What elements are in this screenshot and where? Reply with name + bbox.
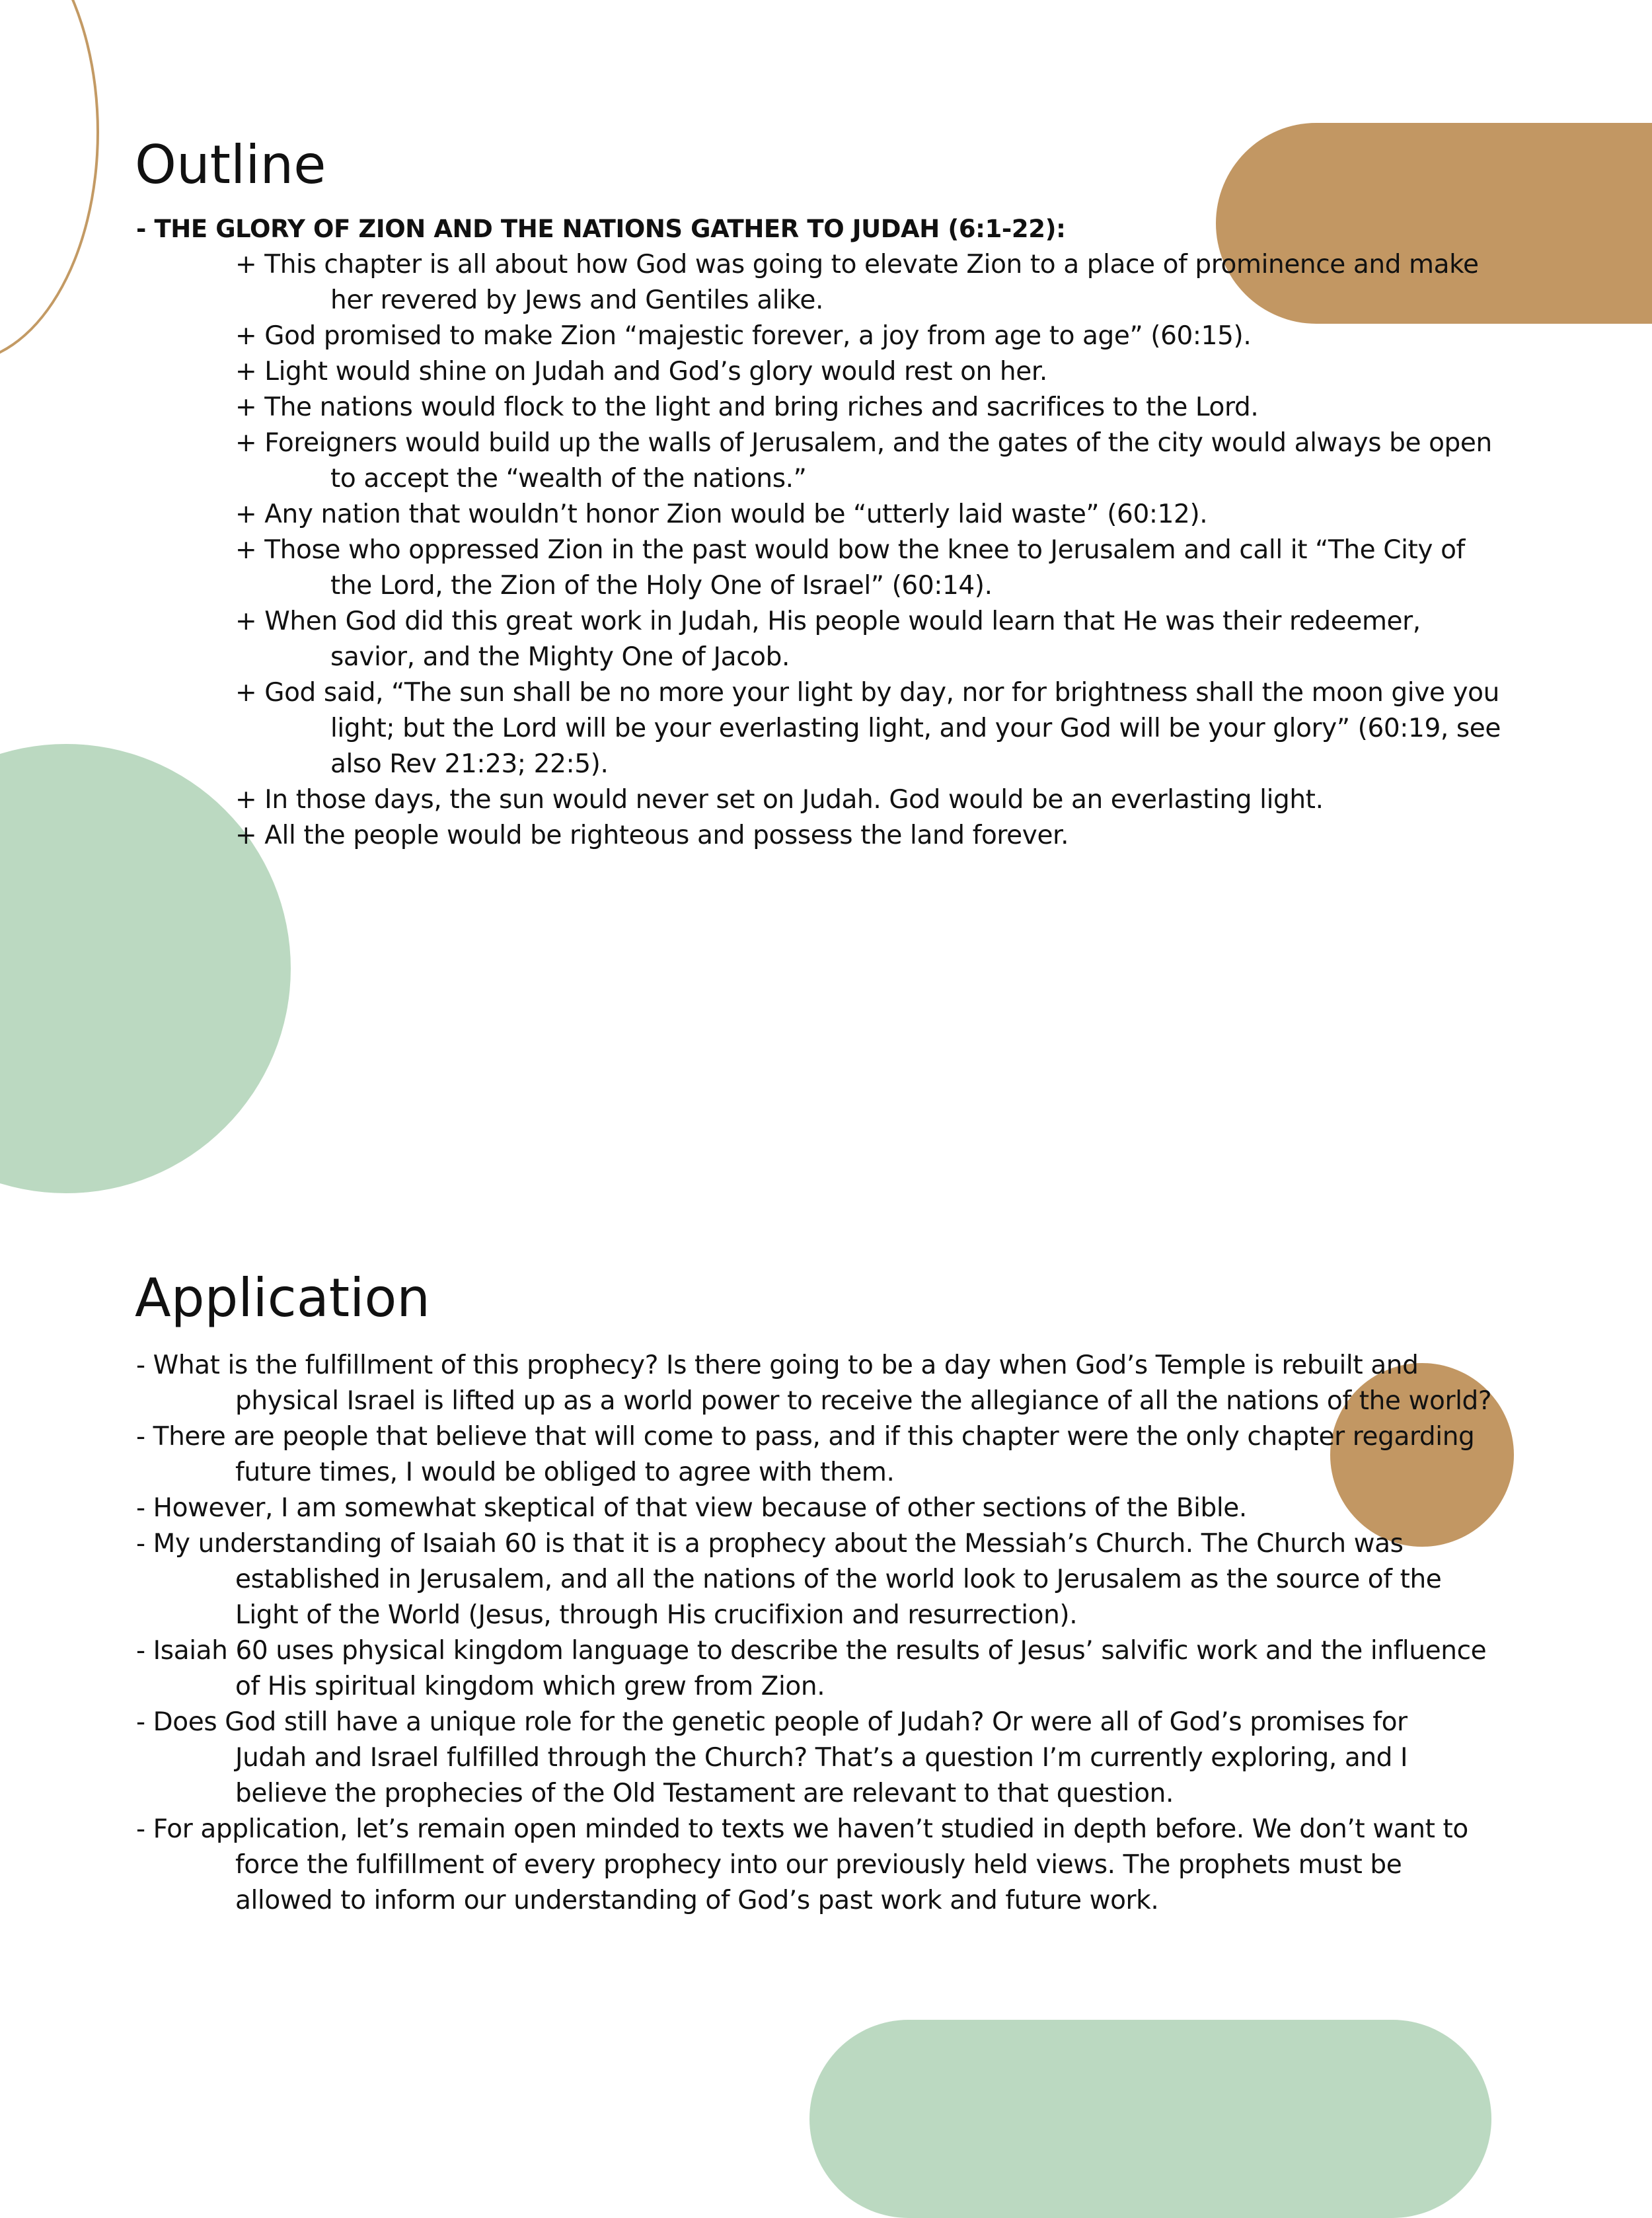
outline-bullet: + The nations would flock to the light and bring riches and sacrifices to the Lord. xyxy=(235,392,1259,422)
outline-bullet-continuation: her revered by Jews and Gentiles alike. xyxy=(330,285,823,315)
application-point: - However, I am somewhat skeptical of that view because of other sections of the Bible. xyxy=(136,1493,1247,1523)
outline-bullet-continuation: light; but the Lord will be your everlasting light, and your God will be your glory” (60:19, see xyxy=(330,714,1501,743)
application-point: - Does God still have a unique role for the genetic people of Judah? Or were all of God’s promises for xyxy=(136,1707,1408,1737)
application-point-continuation: believe the prophecies of the Old Testament are relevant to that question. xyxy=(235,1779,1174,1808)
outline-bullet: + Foreigners would build up the walls of Jerusalem, and the gates of the city would always be open xyxy=(235,428,1492,458)
application-point-continuation: force the fulfillment of every prophecy into our previously held views. The prophets must be xyxy=(235,1850,1402,1880)
application-point-continuation: future times, I would be obliged to agree with them. xyxy=(235,1458,895,1487)
application-point: - For application, let’s remain open minded to texts we haven’t studied in depth before. We don’t want to xyxy=(136,1814,1468,1844)
application-point-continuation: allowed to inform our understanding of God’s past work and future work. xyxy=(235,1886,1159,1915)
application-heading: Application xyxy=(135,1267,430,1329)
outline-bullet-continuation: the Lord, the Zion of the Holy One of Israel” (60:14). xyxy=(330,571,993,601)
outline-bullet: + Light would shine on Judah and God’s glory would rest on her. xyxy=(235,357,1047,387)
outline-main-point: - THE GLORY OF ZION AND THE NATIONS GATHER TO JUDAH (6:1-22): xyxy=(136,215,1066,243)
application-point: - What is the fulfillment of this prophecy? Is there going to be a day when God’s Temple is rebuilt and xyxy=(136,1350,1419,1380)
outline-bullet: + All the people would be righteous and possess the land forever. xyxy=(235,821,1069,850)
application-point-continuation: Light of the World (Jesus, through His crucifixion and resurrection). xyxy=(235,1600,1078,1630)
outline-bullet-continuation: also Rev 21:23; 22:5). xyxy=(330,749,609,779)
outline-bullet: + God promised to make Zion “majestic forever, a joy from age to age” (60:15). xyxy=(235,321,1252,351)
outline-bullet: + Those who oppressed Zion in the past would bow the knee to Jerusalem and call it “The City of xyxy=(235,535,1465,565)
application-point-continuation: Judah and Israel fulfilled through the Church? That’s a question I’m currently exploring, and I xyxy=(235,1743,1408,1773)
outline-bullet-continuation: savior, and the Mighty One of Jacob. xyxy=(330,642,790,672)
outline-bullet: + Any nation that wouldn’t honor Zion would be “utterly laid waste” (60:12). xyxy=(235,499,1208,529)
outline-list xyxy=(0,211,1652,854)
application-point-continuation: physical Israel is lifted up as a world power to receive the allegiance of all the nations of the world? xyxy=(235,1386,1492,1416)
application-point: - My understanding of Isaiah 60 is that it is a prophecy about the Messiah’s Church. The Church was xyxy=(136,1529,1404,1559)
outline-bullet: + God said, “The sun shall be no more your light by day, nor for brightness shall the moon give you xyxy=(235,678,1499,708)
application-point-continuation: of His spiritual kingdom which grew from Zion. xyxy=(235,1672,825,1701)
outline-bullet-continuation: to accept the “wealth of the nations.” xyxy=(330,464,807,494)
application-point: - There are people that believe that will come to pass, and if this chapter were the only chapter regarding xyxy=(136,1422,1475,1452)
application-point-continuation: established in Jerusalem, and all the nations of the world look to Jerusalem as the source of the xyxy=(235,1565,1442,1594)
application-list xyxy=(0,1348,1652,1919)
outline-heading: Outline xyxy=(135,134,326,196)
outline-bullet: + In those days, the sun would never set on Judah. God would be an everlasting light. xyxy=(235,785,1324,815)
application-point: - Isaiah 60 uses physical kingdom language to describe the results of Jesus’ salvific work and the influence xyxy=(136,1636,1487,1666)
outline-bullet: + When God did this great work in Judah, His people would learn that He was their redeemer, xyxy=(235,607,1421,636)
outline-bullet: + This chapter is all about how God was going to elevate Zion to a place of prominence and make xyxy=(235,250,1479,279)
